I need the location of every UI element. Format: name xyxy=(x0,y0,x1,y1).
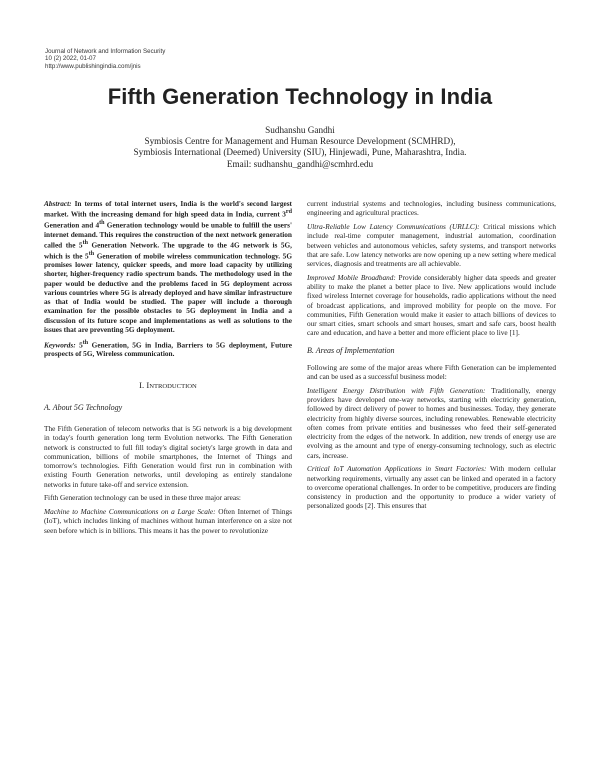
right-paragraph-3 xyxy=(307,273,556,338)
intro-paragraph-3 xyxy=(44,507,292,535)
keywords xyxy=(44,339,292,359)
right-paragraph-5 xyxy=(307,386,556,460)
paper-title: Fifth Generation Technology in India xyxy=(107,84,493,109)
right-paragraph-6 xyxy=(307,464,556,510)
author-email[interactable]: Email: sudhanshu_gandhi@scmhrd.edu xyxy=(226,158,374,169)
journal-header xyxy=(45,48,165,70)
journal-url[interactable]: http://www.publishingindia.com/jnis xyxy=(45,62,141,70)
abstract-sup-4: th xyxy=(88,250,95,257)
author-block xyxy=(0,125,600,170)
keywords-text-1: 5 xyxy=(75,340,83,350)
abstract-text-1: In terms of total internet users, India is the world's second largest market. With the increasing demand for high speed data in India, current 3 xyxy=(44,199,292,219)
section-heading-initial: I. I xyxy=(139,379,150,390)
journal-issue: 10 (2) 2022, 01-07 xyxy=(45,55,96,63)
keywords-sup: th xyxy=(82,339,89,346)
abstract xyxy=(44,199,292,334)
abstract-text-5: Generation of mobile wireless communication technology. 5G promises lower latency, quicker speeds, and more load capacity by utilizing shorter, higher-frequency radio spectrum bands. The methodology used in the paper would be deductive and the problems faced in 5G deployment across various countries where 5G is already deployed and have similar infrastructure as that of India would be studied. The paper will include a thorough examination for the possible obstacles to 5G deployment in India and a discussion of its future scope and implementations as well as solutions to the issues that are preventing 5G deployment. xyxy=(44,250,292,334)
right-paragraph-4: Following are some of the major areas where Fifth Generation can be implemented and can be used as a successful business model: xyxy=(307,362,556,381)
intro-paragraph-2: Fifth Generation technology can be used in these three major areas: xyxy=(44,493,241,503)
abstract-sup-1: rd xyxy=(285,209,292,216)
keywords-text-2: Generation, 5G in India, Barriers to 5G deployment, Future prospects of 5G, Wireless communication. xyxy=(44,340,292,359)
author-affiliation-1: Symbiosis Centre for Management and Human Resource Development (SCMHRD), xyxy=(144,136,456,147)
keywords-label: Keywords: xyxy=(44,340,76,350)
right-paragraph-6-lead: Critical IoT Automation Applications in Smart Factories: xyxy=(307,464,487,474)
section-heading-rest: NTRODUCTION xyxy=(149,382,197,390)
author-affiliation-2: Symbiosis International (Deemed) University (SIU), Hinjewadi, Pune, Maharashtra, India. xyxy=(133,147,467,158)
left-column xyxy=(44,199,292,539)
right-paragraph-3-text: Provide considerably higher data speeds and greater ability to make the planet a better place to live. New applications would include fixed wireless Internet coverage for households, radio applications without the need of broadcast applications, and improved mobility for people on the move. For communities, Fifth Generation would make it easier to attach billions of devices to our smart cities, smart schools and smart houses, smart and safe cars, boost health care and education, and have a better and more efficient place to live [1]. xyxy=(307,272,556,338)
right-paragraph-2 xyxy=(307,222,556,268)
subsection-heading-a: A. About 5G Technology xyxy=(44,402,123,412)
section-heading-introduction xyxy=(44,381,292,391)
right-paragraph-1: current industrial systems and technologies, including business communications, engineering and agricultural practices. xyxy=(307,199,556,218)
abstract-label: Abstract: xyxy=(44,199,72,208)
abstract-text-4: Generation Network. The upgrade to the 4G network is 5G, which is the 5 xyxy=(44,240,292,260)
journal-name: Journal of Network and Information Security xyxy=(45,48,166,55)
right-paragraph-2-lead: Ultra-Reliable Low Latency Communications (URLLC): xyxy=(307,222,480,231)
abstract-sup-2: th xyxy=(99,219,105,226)
right-paragraph-5-text: Traditionally, energy providers have developed one-way networks, starting with electricity generation, followed by direct delivery of power to homes and businesses. Today, they generate electricity from highly diverse sources, including renewables. Renewable electricity often comes from private entities and businesses who feed their self-generated electricity from the edges of the network. In addition, new trends of energy use are evolving as the amount and type of energy-consuming technology, such as electric cars, increase. xyxy=(307,385,556,460)
abstract-text-2: Generation and 4 xyxy=(44,220,100,230)
right-paragraph-3-lead: Improved Mobile Broadband: xyxy=(307,272,396,282)
right-paragraph-2-text: Critical missions which include real-time computer management, industrial automation, coordination between vehicles and autonomous vehicles, safety systems, and transport networks that are safe. Low latency networks are now opening up a new setting where medical services, diagnosis and treatments are all achievable. xyxy=(307,222,556,268)
abstract-text-3: Generation technology would be unable to fulfill the users' internet demand. This requires the construction of the next network generation called the 5 xyxy=(44,220,292,250)
intro-paragraph-3-text: Often Internet of Things (IoT), which includes linking of machines without human interference on a size not seen before which is in billions. This means it has the power to revolutionize xyxy=(44,507,292,535)
subsection-heading-b: B. Areas of Implementation xyxy=(307,345,395,355)
intro-paragraph-1: The Fifth Generation of telecom networks that is 5G network is a big development in today's fourth generation long term Evolution networks. The Fifth Generation network is constructed to full fill today's digital society's large growth in data and communication, billions of mobile smartphones, the Internet of Things and tomorrow's technologies. Fifth Generation would first run in combination with existing Fourth Generation networks, until developing as entirely standalone networks in future take-off and service extension. xyxy=(44,424,292,489)
right-paragraph-5-lead: Intelligent Energy Distribution with Fifth Generation: xyxy=(307,385,486,395)
intro-paragraph-3-lead: Machine to Machine Communications on a Large Scale: xyxy=(44,507,216,517)
abstract-sup-3: th xyxy=(82,239,88,246)
author-name: Sudhanshu Gandhi xyxy=(265,125,335,135)
right-column xyxy=(307,199,556,515)
right-paragraph-6-text: With modern cellular networking requirements, virtually any asset can be linked and operated in a factory to overcome operational challenges. In order to be competitive, producers are finding consistency in production and the opportunity to produce a wider variety of personalized goods [2]. This ensures that xyxy=(307,464,557,511)
